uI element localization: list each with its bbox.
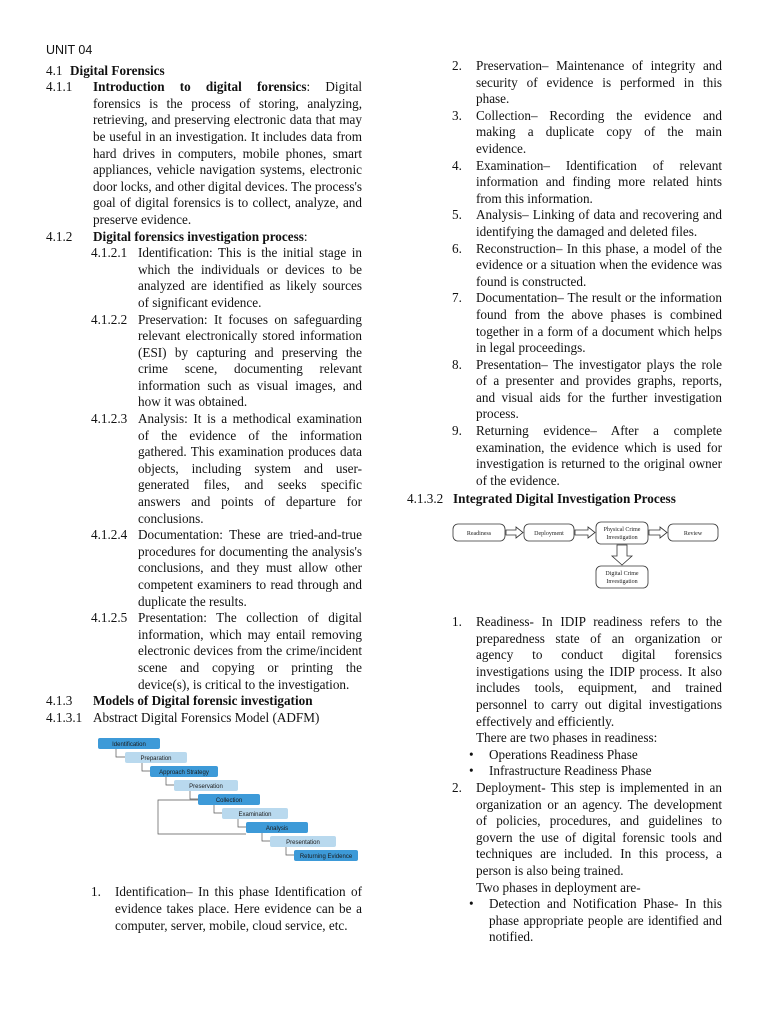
idip-label: Investigation <box>606 579 638 586</box>
process-step-text: Presentation: The collection of digital information, which may entail removing electronic devices from the crime/incident scene and copying or printing the device(s), is critical to the investigation. <box>138 610 362 692</box>
section-4-1-3-1-number: 4.1.3.1 <box>46 709 83 725</box>
left-column <box>46 42 362 934</box>
process-step <box>91 610 362 693</box>
arrow-icon <box>575 527 595 538</box>
adfm-list-item <box>452 108 722 158</box>
section-4-1-3-2-number: 4.1.3.2 <box>407 491 444 507</box>
arrow-icon <box>506 527 523 538</box>
adfm-label: Identification <box>112 742 146 749</box>
adfm-connector <box>166 777 174 785</box>
unit-label: UNIT 04 <box>46 43 93 57</box>
adfm-list-item <box>452 58 722 108</box>
adfm-list-item <box>452 241 722 291</box>
list-number: 2. <box>452 58 462 73</box>
process-step <box>91 527 362 610</box>
list-number: 3. <box>452 107 462 123</box>
adfm-list-item <box>452 290 722 356</box>
section-4-1-2 <box>46 229 362 246</box>
process-step-number: 4.1.2.3 <box>91 411 128 427</box>
process-step <box>91 245 362 311</box>
section-4-1-1-number: 4.1.1 <box>46 79 73 95</box>
section-4-1-3-number: 4.1.3 <box>46 693 73 709</box>
section-4-1-1 <box>46 79 362 228</box>
list-number: 1. <box>91 884 101 900</box>
idip-label: Physical Crime <box>603 527 641 534</box>
process-step-number: 4.1.2.4 <box>91 527 128 543</box>
adfm-connector <box>262 833 270 841</box>
adfm-label: Approach Strategy <box>159 770 209 777</box>
bullet-text: Operations Readiness Phase <box>489 746 638 762</box>
list-number: 5. <box>452 207 462 223</box>
idip-label: Investigation <box>606 535 638 542</box>
list-text: Preservation– Maintenance of integrity and security of evidence is performed in this phase. <box>476 58 722 107</box>
section-4-1-1-text <box>93 79 362 228</box>
list-number: 9. <box>452 423 462 439</box>
arrow-icon <box>612 545 632 565</box>
process-step-number: 4.1.2.1 <box>91 245 128 261</box>
bullet-text: Detection and Notification Phase- In this phase appropriate people are identified and notified. <box>489 896 722 945</box>
list-number: 1. <box>452 614 462 630</box>
list-number: 7. <box>452 290 462 306</box>
bullet-icon: • <box>469 746 474 762</box>
idip-label: Readiness <box>466 531 492 538</box>
idip-label: Deployment <box>534 531 564 538</box>
adfm-list-item <box>452 357 722 423</box>
adfm-label: Presentation <box>286 840 320 847</box>
list-text: Presentation– The investigator plays the role of a presenter and provides graphs, reports, and visual aids for the further investigation process. <box>476 356 722 422</box>
section-4-1-2-colon: : <box>303 228 308 244</box>
adfm-list-item <box>452 158 722 208</box>
bullet-icon: • <box>469 763 474 779</box>
adfm-diagram <box>46 736 362 874</box>
heading-4-1-title: Digital Forensics <box>70 62 165 78</box>
adfm-connector <box>142 763 150 771</box>
section-4-1-3-1-title: Abstract Digital Forensics Model (ADFM) <box>93 709 320 725</box>
idip-list-item <box>452 614 722 730</box>
idip-label: Digital Crime <box>605 571 639 578</box>
adfm-connector <box>238 819 246 827</box>
bullet-icon: • <box>469 896 474 912</box>
list-text: Identification– In this phase Identification of evidence takes place. Here evidence can be a computer, server, mobile, cloud service, etc. <box>115 884 362 933</box>
list-number: 6. <box>452 240 462 256</box>
process-step-text: Identification: This is the initial stage in which the individuals or devices to be analyzed are identified as likely sources of significant evidence. <box>138 245 362 310</box>
list-text: Reconstruction– In this phase, a model of the evidence or a situation when the evidence was found is constructed. <box>476 240 722 289</box>
adfm-label: Examination <box>238 812 272 819</box>
process-step-number: 4.1.2.2 <box>91 311 128 327</box>
list-number: 4. <box>452 157 462 173</box>
adfm-connector <box>214 805 222 813</box>
adfm-label: Preservation <box>189 784 223 791</box>
idip-list-item <box>452 780 722 880</box>
bullet-item <box>469 896 722 946</box>
right-column <box>407 58 722 946</box>
readiness-intro: There are two phases in readiness: <box>476 730 658 746</box>
adfm-label: Preparation <box>140 756 172 763</box>
list-number: 2. <box>452 779 462 795</box>
process-step <box>91 411 362 527</box>
process-step-text: Analysis: It is a methodical examination of the evidence of the information gathered. This examination produces data objects, including system and user-generated files, and seeks specific answers and points of departure for conclusions. <box>138 411 362 526</box>
adfm-list-item <box>452 423 722 489</box>
bullet-text: Infrastructure Readiness Phase <box>489 763 652 779</box>
list-text: Documentation– The result or the information found from the above phases is combined together in a form of a document which helps in legal proceedings. <box>476 290 722 356</box>
idip-label: Review <box>683 531 703 538</box>
section-4-1-3 <box>46 693 362 710</box>
adfm-list-item <box>91 884 362 934</box>
list-number: 8. <box>452 356 462 372</box>
bullet-item <box>469 747 722 764</box>
section-4-1-2-heading <box>93 229 362 246</box>
adfm-connector <box>190 791 198 799</box>
list-text: Analysis– Linking of data and recovering and identifying the damaged and deleted files. <box>476 207 722 239</box>
arrow-icon <box>649 527 667 538</box>
section-4-1-1-title: Introduction to digital forensics <box>93 79 307 95</box>
section-4-1-3-title: Models of Digital forensic investigation <box>93 693 313 709</box>
adfm-label: Collection <box>215 798 243 805</box>
deployment-intro: Two phases in deployment are- <box>476 879 641 895</box>
heading-4-1-number: 4.1 <box>46 62 63 78</box>
process-step <box>91 312 362 412</box>
adfm-label: Analysis <box>265 826 289 833</box>
section-4-1-3-2 <box>407 491 722 508</box>
process-step-text: Preservation: It focuses on safeguarding relevant electronically stored information (ESI) by capturing and preserving the crime scene, documenting relevant information such as visual images, and how it was obtained. <box>138 311 362 410</box>
section-4-1-3-2-title: Integrated Digital Investigation Process <box>453 491 676 507</box>
section-4-1-2-title: Digital forensics investigation process <box>93 228 304 244</box>
adfm-label: Returning Evidence <box>299 854 353 861</box>
heading-4-1 <box>46 63 362 80</box>
list-text: Deployment- This step is implemented in an organization or an agency. The development of policies, procedures, and guidelines to govern the use of digital forensic tools and techniques are included. In this process, a person is also being trained. <box>476 779 722 878</box>
list-text: Collection– Recording the evidence and making a duplicate copy of the main evidence. <box>476 107 722 156</box>
idip-diagram <box>407 520 722 600</box>
list-text: Readiness- In IDIP readiness refers to the preparedness state of an organization or agency to conduct digital forensics investigations using the IDIP process. It also includes tools, equipment, and trained personnel to carry out digital investigations effectively and efficiently. <box>476 614 722 729</box>
adfm-list-item <box>452 207 722 240</box>
process-step-text: Documentation: These are tried-and-true procedures for documenting the analysis's conclusions, and they must allow other competent examiners to read through and duplicate the results. <box>138 527 362 609</box>
bullet-item <box>469 763 722 780</box>
adfm-connector <box>116 749 125 757</box>
list-text: Examination– Identification of relevant information and finding more related hints from this information. <box>476 157 722 206</box>
list-text: Returning evidence– After a complete examination, the evidence which is used for investigation is returned to the original owner of the evidence. <box>476 423 722 488</box>
section-4-1-2-number: 4.1.2 <box>46 228 73 244</box>
section-4-1-3-1 <box>46 710 362 727</box>
adfm-connector <box>286 847 294 855</box>
section-4-1-1-body: : Digital forensics is the process of storing, analyzing, retrieving, and preserving electronic data that may be useful in an investigation. It includes data from hard drives in computers, mobile phones, smart appliances, vehicle navigation systems, electronic door locks, and other digital devices. The process's goal of digital forensics is to collect, analyze, and preserve evidence. <box>93 79 363 227</box>
process-step-number: 4.1.2.5 <box>91 610 128 626</box>
